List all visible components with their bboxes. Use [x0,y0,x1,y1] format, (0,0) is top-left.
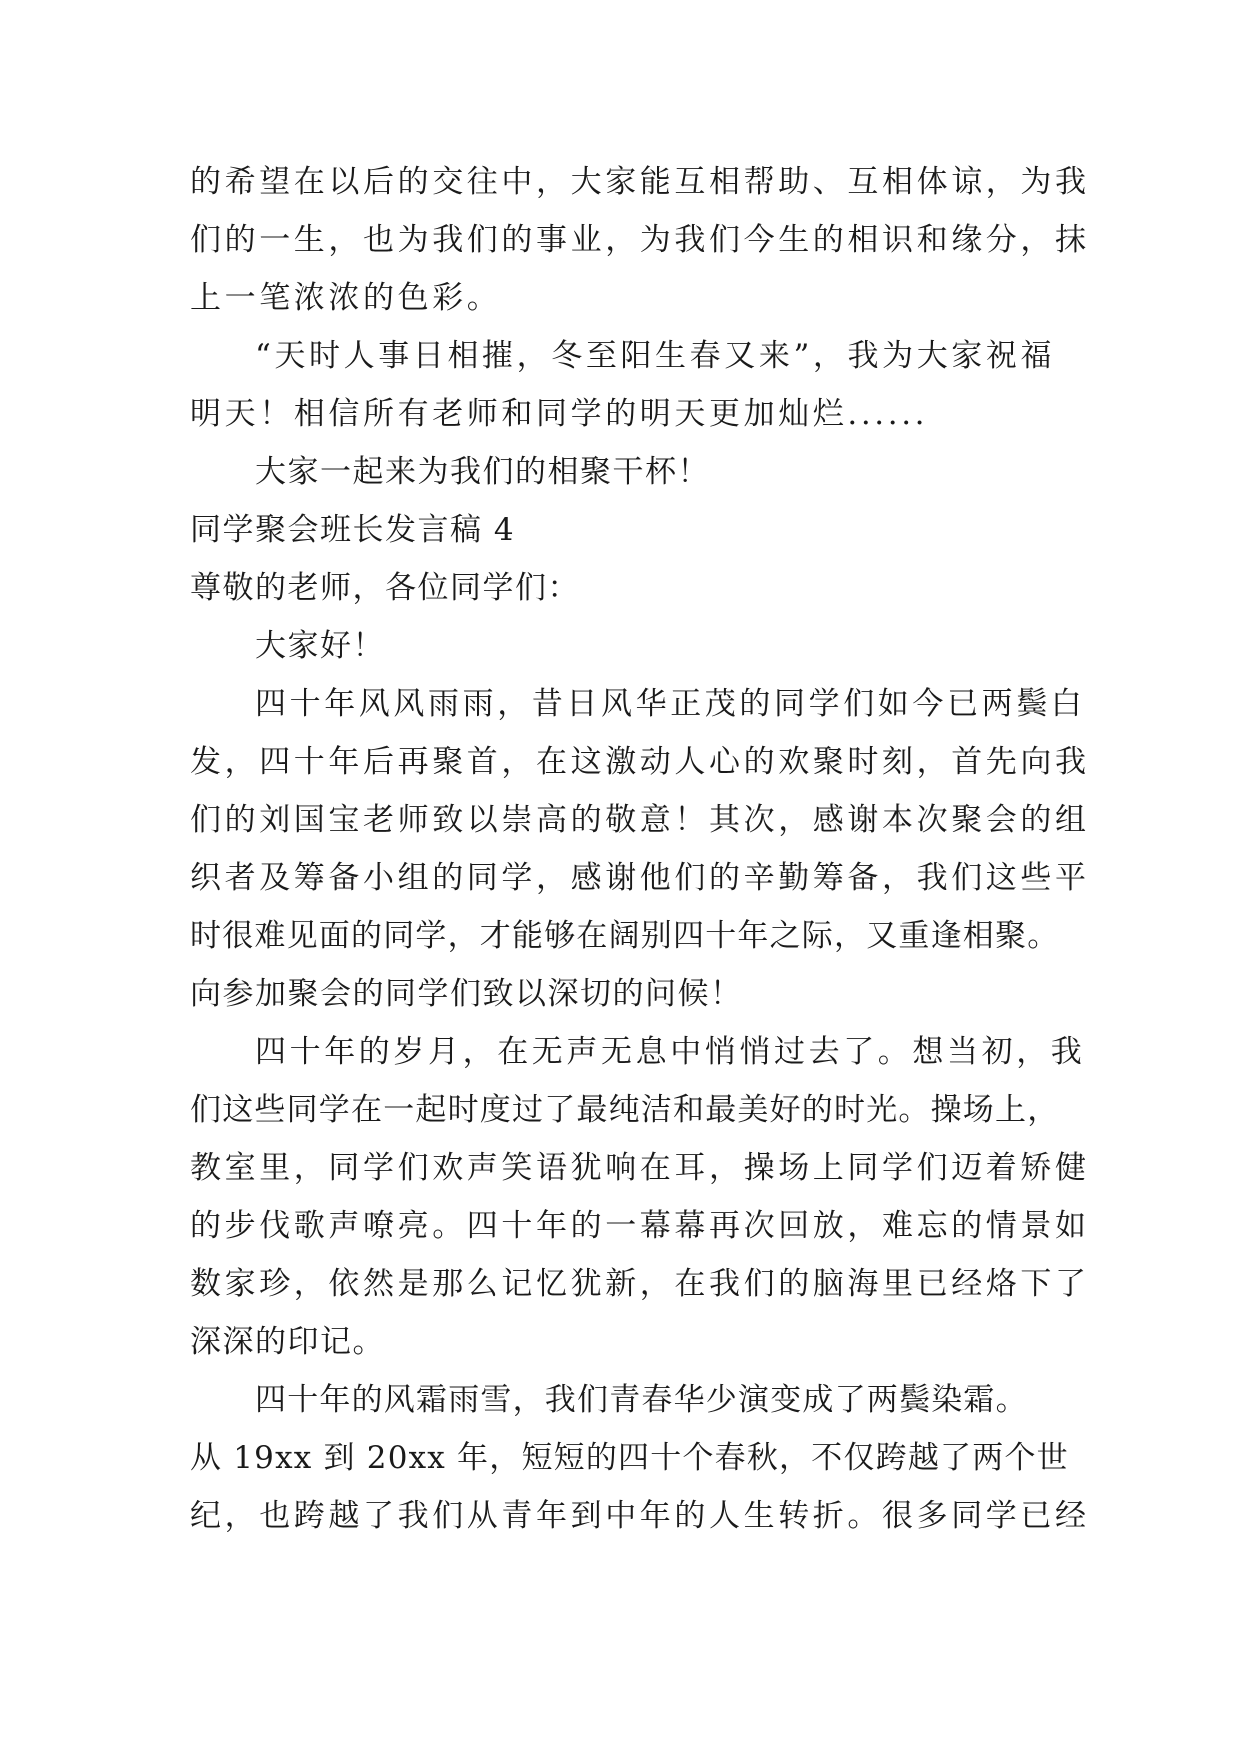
body-text-line: 们的刘国宝老师致以崇高的敬意！其次，感谢本次聚会的组 [190,802,1090,838]
body-text-line: “天时人事日相摧，冬至阳生春又来”，我为大家祝福 [255,338,1056,374]
body-text-line: 教室里，同学们欢声笑语犹响在耳，操场上同学们迈着矫健 [190,1150,1090,1186]
body-text-line: 织者及筹备小组的同学，感谢他们的辛勤筹备，我们这些平 [190,860,1090,896]
greeting: 大家好！ [255,628,385,664]
body-text-line: 的希望在以后的交往中，大家能互相帮助、互相体谅，为我 [190,164,1090,200]
section-heading: 同学聚会班长发言稿 4 [190,512,516,548]
body-text-line: 上一笔浓浓的色彩。 [190,280,502,316]
body-text-line: 四十年的风霜雨雪，我们青春华少演变成了两鬓染霜。 [255,1382,1028,1418]
body-text-line: 时很难见面的同学，才能够在阔别四十年之际，又重逢相聚。 [190,918,1060,954]
body-text-line: 大家一起来为我们的相聚干杯！ [255,454,710,490]
body-text-line: 数家珍，依然是那么记忆犹新，在我们的脑海里已经烙下了 [190,1266,1090,1302]
body-text-line: 从 19xx 到 20xx 年，短短的四十个春秋，不仅跨越了两个世 [190,1440,1069,1476]
body-text-line: 们的一生，也为我们的事业，为我们今生的相识和缘分，抹 [190,222,1090,258]
body-text-line: 深深的印记。 [190,1324,385,1360]
body-text-line: 发，四十年后再聚首，在这激动人心的欢聚时刻，首先向我 [190,744,1090,780]
body-text-line: 四十年的岁月，在无声无息中悄悄过去了。想当初，我 [255,1034,1086,1070]
salutation: 尊敬的老师，各位同学们： [190,570,580,606]
body-text-line: 们这些同学在一起时度过了最纯洁和最美好的时光。操场上， [190,1092,1060,1128]
body-text-line: 向参加聚会的同学们致以深切的问候！ [190,976,743,1012]
body-text-line: 四十年风风雨雨，昔日风华正茂的同学们如今已两鬓白 [255,686,1086,722]
body-text-line: 纪，也跨越了我们从青年到中年的人生转折。很多同学已经 [190,1498,1090,1534]
body-text-line: 明天！相信所有老师和同学的明天更加灿烂...... [190,396,929,432]
body-text-line: 的步伐歌声嘹亮。四十年的一幕幕再次回放，难忘的情景如 [190,1208,1090,1244]
